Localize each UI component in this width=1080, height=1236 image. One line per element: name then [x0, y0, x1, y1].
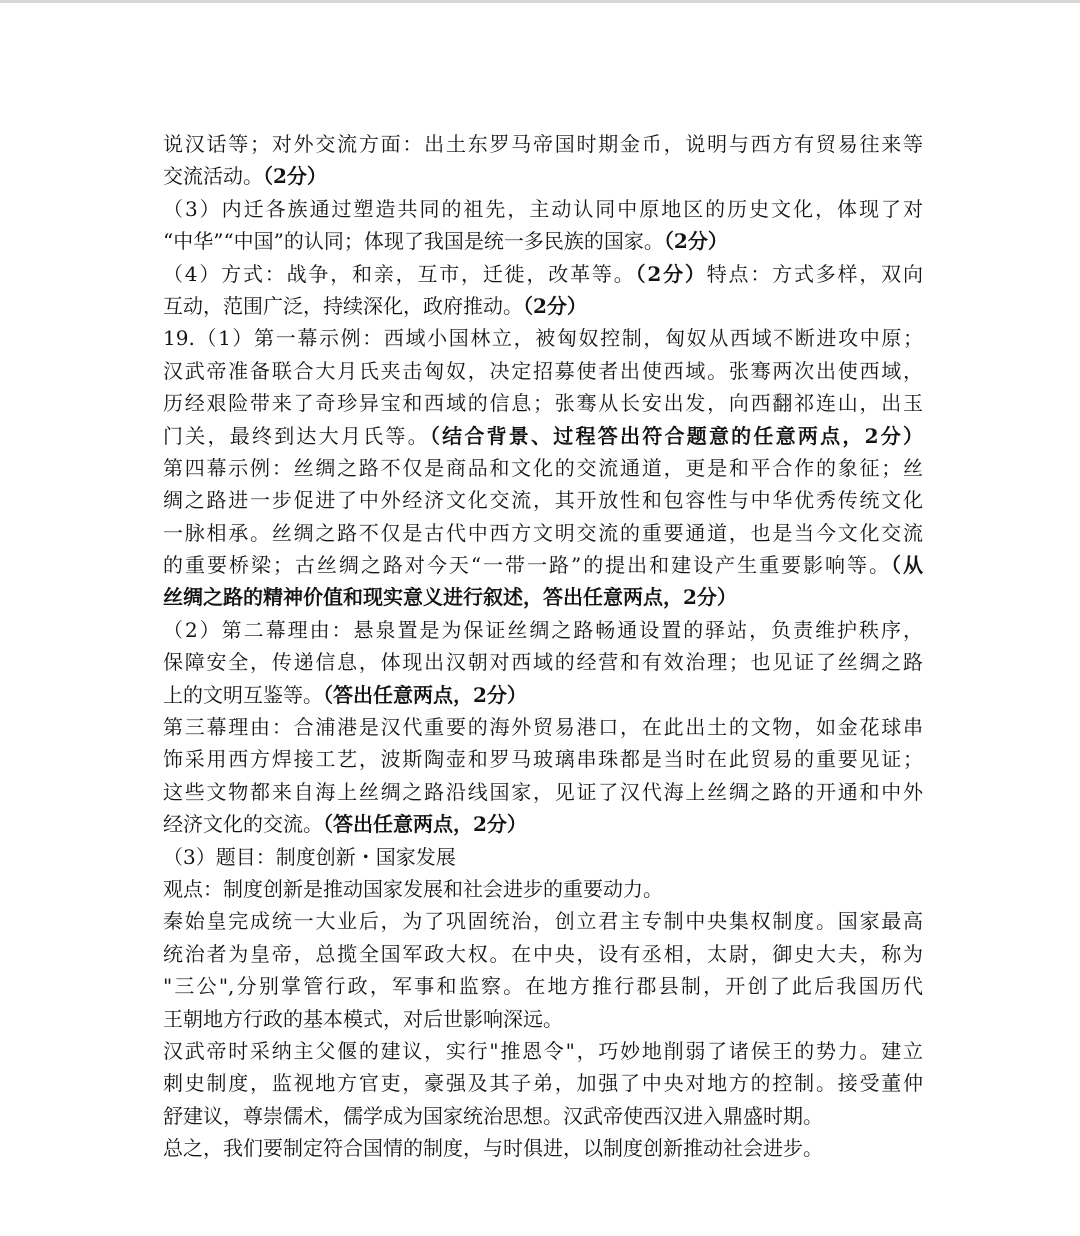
text-run: 历经艰险带来了奇珍异宝和西域的信息；张骞从长安出发，向西翻祁连山，出玉 [163, 391, 923, 416]
text-line [163, 484, 923, 516]
text-line [163, 160, 923, 192]
text-line [163, 452, 923, 484]
answer-document [163, 128, 923, 1165]
score-note: （2分） [635, 261, 707, 286]
text-line [163, 128, 923, 160]
text-run: （3）内迁各族通过塑造共同的祖先，主动认同中原地区的历史文化，体现了对 [163, 196, 923, 221]
text-line [163, 679, 923, 711]
text-line [163, 841, 923, 873]
text-run: 经济文化的交流。 [163, 812, 323, 837]
text-run: 秦始皇完成统一大业后，为了巩固统治，创立君主专制中央集权制度。国家最高 [163, 909, 923, 934]
text-line [163, 322, 923, 354]
top-border [0, 0, 1080, 3]
text-line [163, 776, 923, 808]
text-run: 观点：制度创新是推动国家发展和社会进步的重要动力。 [163, 876, 663, 901]
text-line [163, 905, 923, 937]
text-line [163, 808, 923, 840]
text-run: 舒建议，尊崇儒术，儒学成为国家统治思想。汉武帝使西汉进入鼎盛时期。 [163, 1103, 823, 1128]
score-note: （从 [891, 553, 924, 578]
text-run: 饰采用西方焊接工艺，波斯陶壶和罗马玻璃串珠都是当时在此贸易的重要见证； [163, 747, 923, 772]
text-line [163, 387, 923, 419]
text-line [163, 1035, 923, 1067]
text-line [163, 873, 923, 905]
text-line [163, 1132, 923, 1164]
text-run: 交流活动。 [163, 164, 263, 189]
score-note: （2分） [263, 164, 327, 189]
text-line [163, 258, 923, 290]
text-line [163, 193, 923, 225]
score-note: （答出任意两点，2分） [323, 682, 527, 707]
text-line [163, 517, 923, 549]
text-line [163, 290, 923, 322]
text-run: 特点：方式多样，双向 [706, 261, 923, 286]
text-run: “中华”“中国”的认同；体现了我国是统一多民族的国家。 [163, 229, 664, 254]
text-line [163, 614, 923, 646]
text-line [163, 970, 923, 1002]
text-run: 王朝地方行政的基本模式，对后世影响深远。 [163, 1006, 563, 1031]
text-line [163, 1003, 923, 1035]
text-run: 第三幕理由：合浦港是汉代重要的海外贸易港口，在此出土的文物，如金花球串 [163, 715, 923, 740]
text-run: 互动，范围广泛，持续深化，政府推动。 [163, 293, 523, 318]
text-run: 汉武帝时采纳主父偃的建议，实行"推恩令"，巧妙地削弱了诸侯王的势力。建立 [163, 1038, 923, 1063]
text-line [163, 225, 923, 257]
text-run: （3）题目：制度创新・国家发展 [163, 844, 456, 869]
text-run: （2）第二幕理由：悬泉置是为保证丝绸之路畅通设置的驿站，负责维护秩序， [163, 617, 923, 642]
text-run: 汉武帝准备联合大月氏夹击匈奴，决定招募使者出使西域。张骞两次出使西域， [163, 358, 923, 383]
text-line [163, 743, 923, 775]
text-line [163, 581, 923, 613]
score-note: （答出任意两点，2分） [323, 812, 527, 837]
text-run: 统治者为皇帝，总揽全国军政大权。在中央，设有丞相，太尉，御史大夫，称为 [163, 941, 923, 966]
score-note: （2分） [523, 293, 587, 318]
text-run: 上的文明互鉴等。 [163, 682, 323, 707]
text-line [163, 646, 923, 678]
text-line [163, 938, 923, 970]
text-run: 第四幕示例：丝绸之路不仅是商品和文化的交流通道，更是和平合作的象征；丝 [163, 455, 923, 480]
text-run: 19.（1）第一幕示例：西域小国林立，被匈奴控制，匈奴从西域不断进攻中原； [163, 326, 923, 351]
text-line [163, 549, 923, 581]
text-line [163, 355, 923, 387]
text-line [163, 1067, 923, 1099]
text-run: 门关，最终到达大月氏等。 [163, 423, 430, 448]
text-run: 一脉相承。丝绸之路不仅是古代中西方文明交流的重要通道，也是当今文化交流 [163, 520, 923, 545]
text-run: 的重要桥梁；古丝绸之路对今天“一带一路”的提出和建设产生重要影响等。 [163, 553, 892, 578]
text-line [163, 1100, 923, 1132]
text-run: （4）方式：战争，和亲，互市，迁徙，改革等。 [163, 261, 636, 286]
text-run: "三公",分别掌管行政，军事和监察。在地方推行郡县制，开创了此后我国历代 [163, 974, 923, 999]
text-run: 总之，我们要制定符合国情的制度，与时俱进，以制度创新推动社会进步。 [163, 1136, 823, 1161]
text-line [163, 420, 923, 452]
text-run: 绸之路进一步促进了中外经济文化交流，其开放性和包容性与中华优秀传统文化 [163, 488, 923, 513]
text-line [163, 711, 923, 743]
text-run: 说汉话等；对外交流方面：出土东罗马帝国时期金币，说明与西方有贸易往来等 [163, 132, 923, 156]
text-run: 这些文物都来自海上丝绸之路沿线国家，见证了汉代海上丝绸之路的开通和中外 [163, 779, 923, 804]
text-run: 保障安全，传递信息，体现出汉朝对西域的经营和有效治理；也见证了丝绸之路 [163, 650, 923, 675]
text-run: 刺史制度，监视地方官吏，豪强及其子弟，加强了中央对地方的控制。接受董仲 [163, 1071, 923, 1096]
score-note: （2分） [663, 229, 728, 254]
score-note: 丝绸之路的精神价值和现实意义进行叙述，答出任意两点，2分） [163, 585, 737, 610]
score-note: （结合背景、过程答出符合题意的任意两点，2分） [429, 423, 924, 448]
